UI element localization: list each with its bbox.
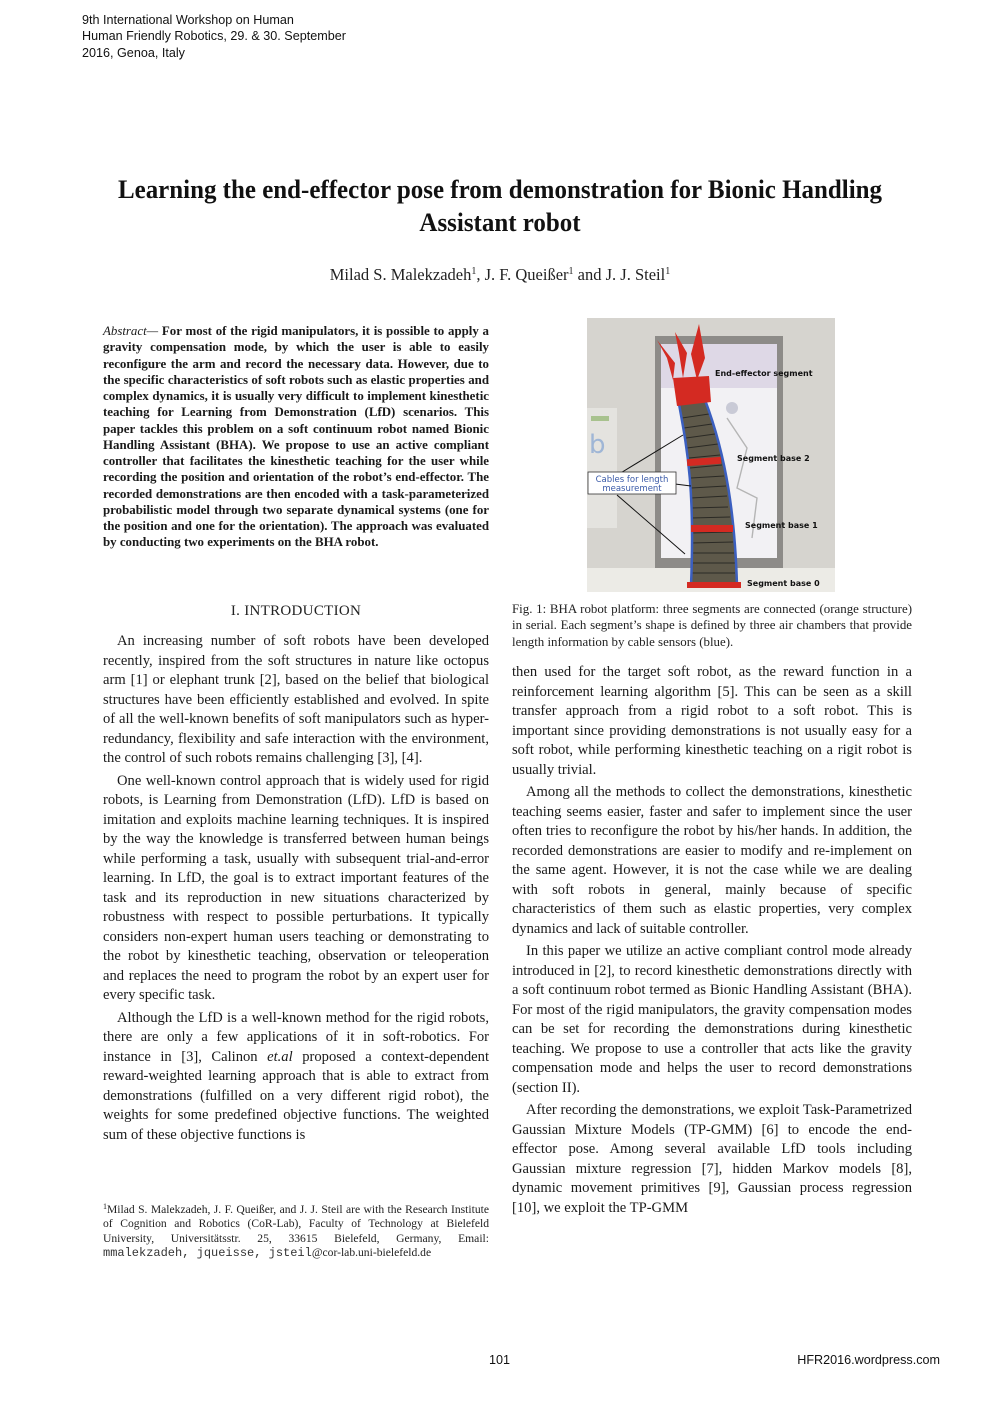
author-separator: , <box>476 265 485 284</box>
footnote-text: Milad S. Malekzadeh, J. F. Queißer, and J. J. Steil are with the Research Institute of Cognition and Robotics (CoR-Lab), Faculty of Technology at Bielefeld University, Universitätsstr. 25, 33615 Bielefeld, Germany, Email: <box>103 1203 489 1245</box>
abstract-text: For most of the rigid manipulators, it is possible to apply a gravity compensation mode, by which the user is able to easily reconfigure the arm and record the necessary data. However, due to the specific characteristics of soft robots such as elastic properties and complex dynamics, it is usually very difficult to implement kinesthetic teaching for Learning from Demonstration (LfD) scenarios. This paper tackles this problem on a soft continuum robot named Bionic Handling Assistant (BHA). We propose to use an active compliant controller that facilitates the kinesthetic teaching for the user while recording the position and orientation of the robot’s end-effector. The recorded demonstrations are then encoded with a task-parameterized probabilistic model through two separate dynamical systems (one for the position and one for the orientation). The approach was evaluated by conducting two experiments on the BHA robot. <box>103 324 489 550</box>
conference-header <box>82 12 346 61</box>
author-name: J. F. Queißer <box>484 265 569 284</box>
screen-sphere <box>726 402 738 414</box>
paragraph: Among all the methods to collect the demonstrations, kinesthetic teaching seems easier, faster and safer to implement since the user often tries to reconfigure the robot by his/her hands. In addition, the recorded demonstrations are easier to modify and re-implement on the same agent. However, it is not the case while we are dealing with soft robots in general, mainly because of specific characteristics of them such as elastic properties, very complex dynamics and lack of suitable controller. <box>512 784 912 937</box>
affiliation-mark: 1 <box>665 266 671 277</box>
title-line: Learning the end-effector pose from demonstration for Bionic Handling <box>117 175 883 204</box>
author-separator: and <box>573 265 606 284</box>
right-column-body <box>512 663 912 1221</box>
author-name: J. J. Steil <box>605 265 666 284</box>
affiliation-mark: 1 <box>471 266 477 277</box>
author-name: Milad S. Malekzadeh <box>329 265 472 284</box>
page-number: 101 <box>489 1353 511 1367</box>
affiliation-mark: 1 <box>568 266 574 277</box>
label-cables-line1: Cables for length <box>595 475 669 485</box>
robot-figure <box>587 318 835 592</box>
paragraph-text: proposed a context-dependent reward-weighted learning approach that is able to extract from demonstrations (fulfilled on a very different rigid robot), the weights for some predefined objective functions. The weighted sum of these objective functions is <box>103 1048 489 1143</box>
segment-base-0 <box>687 582 741 588</box>
wall-letter: b <box>589 430 606 460</box>
robot-photo <box>587 318 835 592</box>
label-segment-base-1: Segment base 1 <box>745 521 818 530</box>
paragraph-text: Although the LfD is a well-known method for the rigid robots, there are only a few applications of it in soft-robotics. For instance in [3], Calinon <box>103 1009 489 1065</box>
title-line: Assistant robot <box>419 208 581 237</box>
segment-base-1 <box>691 525 733 532</box>
section-heading-introduction: I. INTRODUCTION <box>230 603 362 619</box>
abstract <box>103 323 489 551</box>
author-list <box>0 265 1000 285</box>
paragraph: In this paper we utilize an active compliant control mode already introduced in [2], to record kinesthetic demonstrations directly with a soft continuum robot termed as Bionic Handling Assistant (BHA). For most of the rigid manipulators, the gravity compensation modes can be set for recording the demonstrations during kinesthetic teaching. We propose to use a controller that acts like the gravity compensation mode and helps the user to record demonstrations (section II). <box>512 943 912 1096</box>
affiliation-footnote <box>103 1200 489 1260</box>
footnote-email-domain: @cor-lab.uni-bielefeld.de <box>311 1245 432 1259</box>
paragraph: One well-known control approach that is widely used for rigid robots, is Learning from Demonstration (LfD). LfD is based on imitation and exploits machine learning techniques. It is inspired by the way the knowledge is transferred between human beings while performing a task, usually with subsequent trial-and-error learning. In LfD, the goal is to extract important features of the task and its reproduction in new situations characterized by robustness with respect to possible perturbations. It typically considers non-expert human users teaching or demonstrating to the robot by kinesthetic teaching, observation or teleoperation and replaces the need to program the robot by an expert user for every specific task. <box>103 772 489 1003</box>
paragraph: After recording the demonstrations, we exploit Task-Parametrized Gaussian Mixture Models (TP-GMM) [6] to encode the end-effector pose. Among several available LfD tools including Gaussian mixture regression [7], hidden Markov models [8], dynamic movement primitives [9], Gaussian process regression [10], we exploit the TP-GMM <box>512 1102 912 1216</box>
abstract-label: Abstract— <box>103 324 159 338</box>
label-segment-base-2: Segment base 2 <box>737 454 810 463</box>
wall-panel <box>587 408 617 528</box>
paragraph <box>103 1009 489 1146</box>
end-effector-segment <box>673 376 711 406</box>
label-cables-line2: measurement <box>602 484 662 494</box>
wall-strip <box>591 416 609 421</box>
footnote-mark: 1 <box>103 1202 107 1211</box>
paragraph-italic: et.al <box>267 1048 293 1065</box>
footnote-emails: mmalekzadeh, jqueisse, jsteil <box>103 1245 312 1260</box>
header-line: 2016, Genoa, Italy <box>82 45 185 60</box>
footer-site-link[interactable]: HFR2016.wordpress.com <box>797 1353 940 1367</box>
figure-caption: Fig. 1: BHA robot platform: three segments are connected (orange structure) in serial. Each segment’s shape is defined by three air chambers that provide length information by cable sensors (blue). <box>512 602 912 649</box>
paper-title <box>78 173 923 239</box>
paragraph: An increasing number of soft robots have been developed recently, inspired from the soft structures in nature like octopus arm [1] or elephant trunk [2], based on the belief that biological structures have been efficiently established and evolved. In spite of all the well-known benefits of soft manipulators such as hyper-redundancy, flexibility and safe interaction with the environment, the control of such robots remains challenging [3], [4]. <box>103 633 489 766</box>
label-segment-base-0: Segment base 0 <box>747 579 820 588</box>
introduction-body <box>103 632 489 1148</box>
header-line: 9th International Workshop on Human <box>82 13 294 27</box>
label-end-effector: End-effector segment <box>715 369 813 378</box>
header-line: Human Friendly Robotics, 29. & 30. September <box>82 29 346 44</box>
paragraph: then used for the target soft robot, as the reward function in a reinforcement learning algorithm [5]. This can be seen as a skill transfer approach from a rigid robot to a soft robot. This is important since providing demonstrations is not usually easy for a soft robot, while performing kinesthetic teaching on a rigit robot is usually trivial. <box>512 664 912 778</box>
